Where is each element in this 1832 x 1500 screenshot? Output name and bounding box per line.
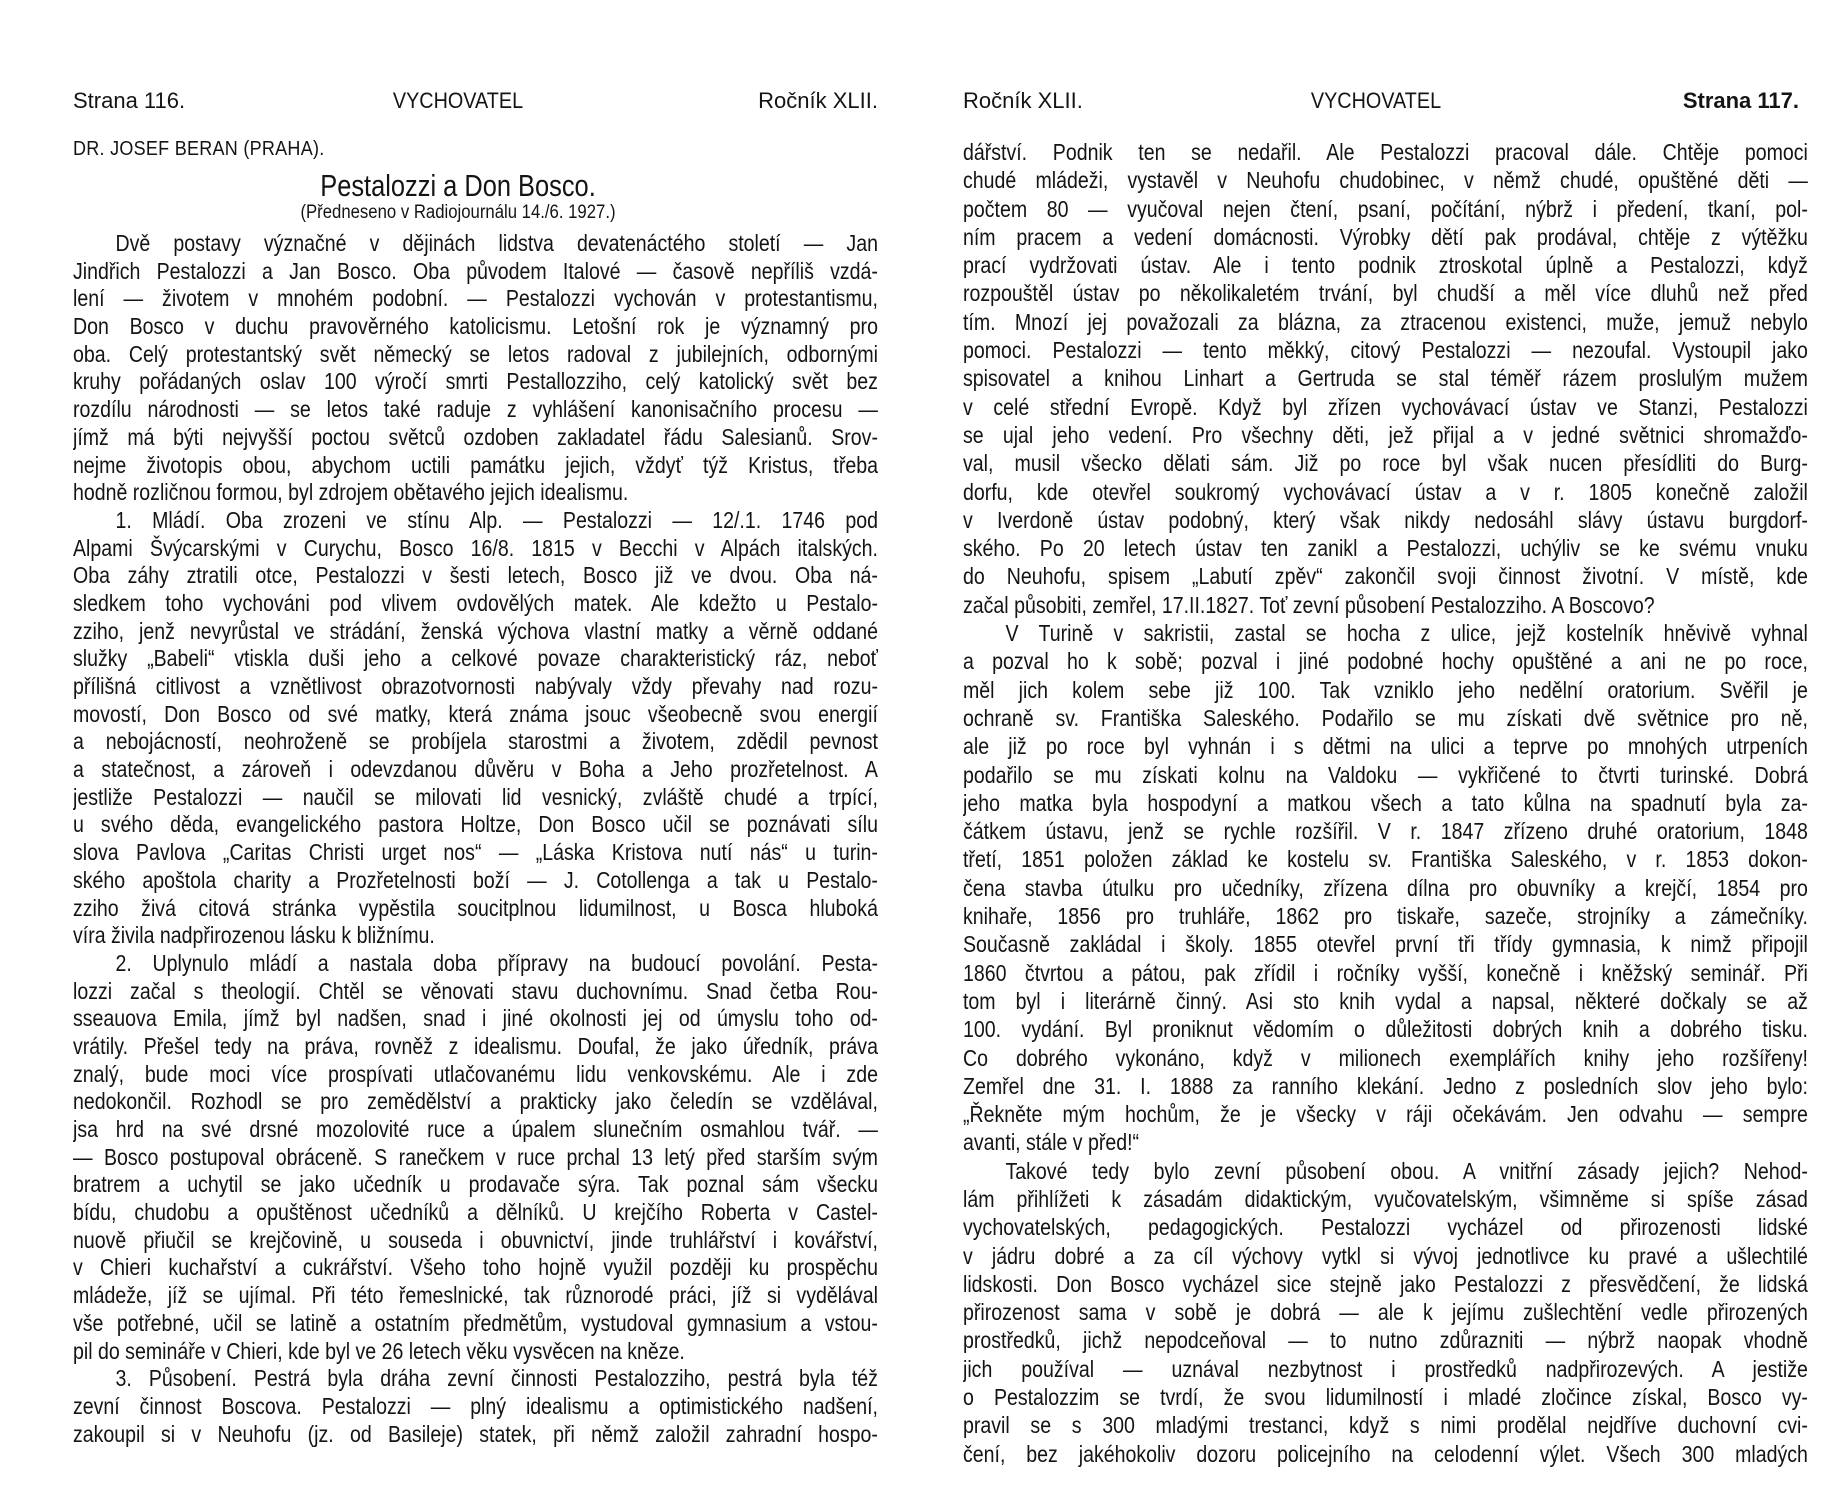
article-title: Pestalozzi a Don Bosco. [320,168,596,203]
text-line: pomoci. Pestalozzi — tento měkký, citový Pestalozzi — nezoufal. Vystoupil jako [963,337,1808,364]
text-line: ského. Po 20 letech ústav ten zanikl a Pestalozzi, uchýliv se ke svému vnuku [963,535,1808,562]
text-line: lozzi začal s theologií. Chtěl se věnovati stavu duchovnímu. Snad četba Rou- [73,977,878,1004]
text-line: a pozval ho k sobě; pozval i jiné podobné hochy opuštěné a ani ne po roce, [963,648,1808,675]
text-line: jestliže Pestalozzi — naučil se milovati lid vesnický, zvláště chudé a trpící, [73,783,878,810]
text-line: a statečnost, a zároveň i odevzdanou důvěru v Boha a Jeho prozřetelnost. A [73,756,878,783]
text-line: víra živila nadpřirozenou lásku k bližnímu. [73,922,435,949]
text-line: v Chieri kuchařství a cukrářství. Všeho toho hojně využil později ku prospěchu [73,1254,878,1281]
text-line: hodně rozličnou formou, byl zdrojem obětavého jejich idealismu. [73,479,629,506]
text-line: lám přihlížeti k zásadám didaktickým, vyučovatelským, všimněme si spíše zásad [963,1185,1808,1212]
text-line: „Řekněte mým hochům, že je všecky v ráji očekávám. Jen odvahu — sempre [963,1101,1808,1128]
text-line: znalý, bude moci více prospívati utlačovanému lidu venkovskému. Ale i zde [73,1060,878,1087]
text-line: 2. Uplynulo mládí a nastala doba přípravy na budoucí povolání. Pesta- [115,949,878,976]
right-running-title: VYCHOVATEL [1310,88,1442,113]
text-line: knihaře, 1856 pro truhláře, 1862 pro tiskaře, sazeče, strojníky a zámečníky. [963,903,1808,930]
text-line: čena stavba útulku pro učedníky, zřízena dílna pro obuvníky a krejčí, 1854 pro [963,874,1808,901]
text-line: spisovatel a knihou Linhart a Gertruda se stal téměř rázem proslulým mužem [963,365,1808,392]
text-line: se ujal jeho vedení. Pro všechny děti, jež přijal a v jedné světnici shromažďo- [963,421,1808,448]
text-line: u svého děda, evangelického pastora Holtze, Don Bosco učil se poznávati sílu [73,811,878,838]
text-line: o Pestalozzim se tvrdí, že svou lidumilností i mladé zločince získal, Bosco vy- [963,1384,1808,1411]
text-line: 1. Mládí. Oba zrozeni ve stínu Alp. — Pestalozzi — 12/.1. 1746 pod [115,506,878,533]
text-line: kruhy pořádaných oslav 100 výročí smrti Pestallozziho, celý katolický svět bez [73,368,878,395]
left-running-title: VYCHOVATEL [392,88,524,113]
right-page-number: Strana 117. [1682,88,1799,113]
right-volume: Ročník XLII. [963,88,1083,113]
text-line: Co dobrého vykonáno, když v milionech exemplářích knihy jeho rozšířeny! [963,1044,1808,1071]
paragraph [73,230,878,507]
text-line: podařilo se mu získati kolnu na Valdoku — vykřičené to čtvrti turinské. Dobrá [963,761,1808,788]
left-text-column [73,230,878,1448]
text-line: tím. Mnozí jej považozali za blázna, za ztracenou existenci, muže, jemuž nebylo [963,308,1808,335]
text-line: přirozenost sama v sobě je dobrá — ale k jejímu zušlechtění vedle přirozených [963,1299,1808,1326]
text-line: měl jich kolem sebe již 100. Tak vzniklo jeho nedělní oratorium. Svěřil je [963,676,1808,703]
text-line: nuově přiučil se krejčovině, u souseda i obuvnictví, jinde truhlářství i kovářství, [73,1226,878,1253]
text-line: val, musil všecko dělati sám. Již po roce byl však nucen přesídliti do Burg- [963,450,1808,477]
text-line: rozdílu národnosti — se letos také raduje z vyhlášení kanonisačního procesu — [73,396,878,423]
paragraph [963,138,1808,619]
text-line: Takové tedy bylo zevní působení obou. A vnitřní zásady jejich? Nehod- [1005,1157,1808,1184]
text-line: bídu, chudobu a opuštěnost učedníků a dělníků. U krejčího Roberta v Castel- [73,1199,878,1226]
text-line: počtem 80 — vyučoval nejen čtení, psaní, počítání, nýbrž i předení, tkaní, pol- [963,195,1808,222]
paragraph [963,1157,1808,1468]
text-line: slova Pavlova „Caritas Christi urget nos“ — „Láska Kristova nutí nás“ u turin- [73,839,878,866]
paragraph [73,507,878,950]
text-line: zziho živá citová stránka vypěstila soucitplnou lidumilnost, u Bosca hluboká [73,894,878,921]
text-line: dářství. Podnik ten se nedařil. Ale Pestalozzi pracoval dále. Chtěje pomoci [963,139,1808,165]
text-line: — Bosco postupoval obráceně. S ranečkem v ruce prchal 13 letý před starším svým [73,1143,878,1170]
text-line: movostí, Don Bosco od své matky, která známa jsouc všeobecně svou energií [73,700,878,727]
text-line: jímž má býti nejvyšší poctou světců ozdoben zakladatel řádu Salesianů. Srov- [73,423,878,450]
text-line: ochraně sv. Františka Saleského. Podařilo se mu získati dvě světnice pro ně, [963,704,1808,731]
article-author: DR. JOSEF BERAN (PRAHA). [73,138,325,160]
paragraph [73,950,878,1365]
text-line: v jádru dobré a za cíl výchovy vytkl si vývoj jednotlivce ku pravé a ušlechtilé [963,1242,1808,1269]
text-line: tom byl i literárně činný. Asi sto knih vydal a napsal, některé dočkaly se až [963,987,1808,1014]
paragraph [73,1365,878,1448]
article-subtitle: (Předneseno v Radiojournálu 14./6. 1927.) [300,202,616,223]
text-line: Don Bosco v duchu pravověrného katolicismu. Letošní rok je významný pro [73,313,878,340]
text-line: Alpami Švýcarskými v Curychu, Bosco 16/8. 1815 v Becchi v Alpách italských. [73,534,878,561]
text-line: jich používal — uznával nezbytnost i prostředků nadpřirozevých. A jestiže [963,1355,1808,1382]
text-line: Jindřich Pestalozzi a Jan Bosco. Oba původem Italové — časově nepříliš vzdá- [73,257,878,284]
text-line: ním pracem a vedení domácnosti. Výrobky dětí pak prodával, chtěje z výtěžku [963,223,1808,250]
text-line: a nebojácností, neohroženě se probíjela starostmi a životem, zdědil pevnost [73,728,878,755]
text-line: V Turině v sakristii, zastal se hocha z ulice, jejž kostelník hněvivě vyhnal [1005,620,1808,647]
text-line: do Neuhofu, spisem „Labutí zpěv“ zakončil svoji činnost životní. V místě, kde [963,563,1808,590]
paragraph [963,619,1808,1157]
text-line: jsa hrd na své drsné mozolovité ruce a úpalem slunečním osmahlou tvář. — [73,1116,878,1142]
text-line: chudé mládeži, vystavěl v Neuhofu chudobinec, v němž chudé, opuštěné děti — [963,167,1808,194]
text-line: Zemřel dne 31. I. 1888 za ranního klekání. Jedno z posledních slov jeho bylo: [963,1072,1808,1099]
text-line: sledkem toho vychováni pod vlivem ovdovělých matek. Ale kdežto u Pestalo- [73,589,878,616]
text-line: 3. Působení. Pestrá byla dráha zevní činnosti Pestalozziho, pestrá byla též [115,1365,878,1392]
text-line: jeho matka byla hospodyní a matkou všech a tato kůlna na spadnutí byla za- [963,789,1808,816]
text-line: 1860 čtvrtou a pátou, pak zřídil i ročníky vyšší, konečně i kněžský seminář. Při [963,959,1808,986]
text-line: vrátily. Přešel tedy na práva, rovněž z idealismu. Doufal, že jako úředník, práva [73,1032,878,1059]
left-page-number: Strana 116. [73,88,186,113]
text-line: mládeže, jíž se ujímal. Při této řemeslnické, tak různorodé práci, jíž si vydělával [73,1282,878,1309]
text-line: v Iverdoně ústav podobný, který však nikdy nedosáhl slávy ústavu burgdorf- [963,506,1808,533]
text-line: začal působiti, zemřel, 17.II.1827. Toť zevní působení Pestalozziho. A Boscovo? [963,591,1655,618]
text-line: čátkem ústavu, jenž se rychle rozšířil. V r. 1847 zřízeno druhé oratorium, 1848 [963,818,1808,845]
text-line: Oba záhy ztratili otce, Pestalozzi v šesti letech, Bosco již ve dvou. Oba ná- [73,562,878,589]
text-line: dorfu, kde otevřel soukromý vychovávací ústav a v r. 1805 konečně založil [963,478,1808,505]
text-line: avanti, stále v před!“ [963,1129,1140,1156]
text-line: ale již po roce byl vyhnán i s dětmi na ulici a teprve po mnohých utrpeních [963,733,1808,760]
text-line: nedokončil. Rozhodl se pro zemědělství a prakticky jako čeledín se vzdělával, [73,1088,878,1115]
text-line: prací vydržovati ústav. Ale i tento podnik ztroskotal úplně a Pestalozzi, když [963,252,1808,279]
text-line: nejme životopis obou, abychom uctili památku jejich, vždyť týž Kristus, třeba [73,451,878,478]
text-line: prostředků, jichž nepodceňoval — to nutno zdůrazniti — nýbrž naopak vhodně [963,1327,1808,1354]
text-line: zziho, jenž nevyrůstal ve strádání, ženská výchova vlastní matky a věrně oddané [73,617,878,644]
text-line: pil do semináře v Chieri, kde byl ve 26 letech věku vysvěcen na kněze. [73,1337,685,1364]
left-volume: Ročník XLII. [758,88,878,113]
text-line: sseauova Emila, jímž byl nadšen, snad i jiné okolnosti jej od úmyslu toho od- [73,1005,878,1032]
text-line: 100. vydání. Byl proniknut vědomím o důležitosti dobrých knih a dobrého tisku. [963,1016,1808,1043]
text-line: bratrem a uchytil se jako učedník u prodavače sýra. Tak poznal sám všecku [73,1171,878,1198]
text-line: čení, bez jakéhokoliv dozoru policejního na celodenní výlet. Všech 300 mladých [963,1440,1808,1467]
text-line: Dvě postavy význačné v dějinách lidstva devatenáctého století — Jan [115,230,878,256]
text-line: vše potřebné, učil se latině a ostatním předmětům, vystudoval gymnasium a vstou- [73,1309,878,1336]
right-text-column [963,138,1808,1468]
text-line: lení — životem v mnohém podobní. — Pestalozzi vychován v protestantismu, [73,285,878,312]
text-line: služky „Babeli“ vtiskla duši jeho a celkové povaze charakteristický ráz, neboť [73,645,878,672]
text-line: rozpouštěl ústav po několikaletém trvání, byl chudší a měl více dluhů než před [963,280,1808,307]
text-line: v celé střední Evropě. Když byl zřízen vychovávací ústav ve Stanzi, Pestalozzi [963,393,1808,420]
text-line: přílišná citlivost a vznětlivost obrazotvornosti nabývaly vždy převahy nad rozu- [73,673,878,699]
text-line: lidskosti. Don Bosco vycházel sice stejně jako Pestalozzi z přesvědčení, že lidská [963,1270,1808,1297]
text-line: pravil se s 300 mladými trestanci, když s nimi prodělal nejdříve duchovní cvi- [963,1412,1808,1439]
text-line: oba. Celý protestantský svět německý se letos radoval z jubilejních, odbornými [73,340,878,367]
text-line: zevní činnost Boscova. Pestalozzi — plný idealismu a optimistického nadšení, [73,1392,878,1419]
text-line: vychovatelských, pedagogických. Pestalozzi vycházel od přirozenosti lidské [963,1214,1808,1241]
text-line: třetí, 1851 položen základ ke kostelu sv. Františka Saleského, v r. 1853 dokon- [963,846,1808,873]
text-line: ského apoštola charity a Prozřetelnosti boží — J. Cotollenga a tak u Pestalo- [73,866,878,893]
text-line: Současně zakládal i školy. 1855 otevřel první tři třídy gymnasia, k nimž připojil [963,931,1808,958]
text-line: zakoupil si v Neuhofu (jz. od Basileje) statek, při němž založil zahradní hospo- [73,1420,878,1447]
